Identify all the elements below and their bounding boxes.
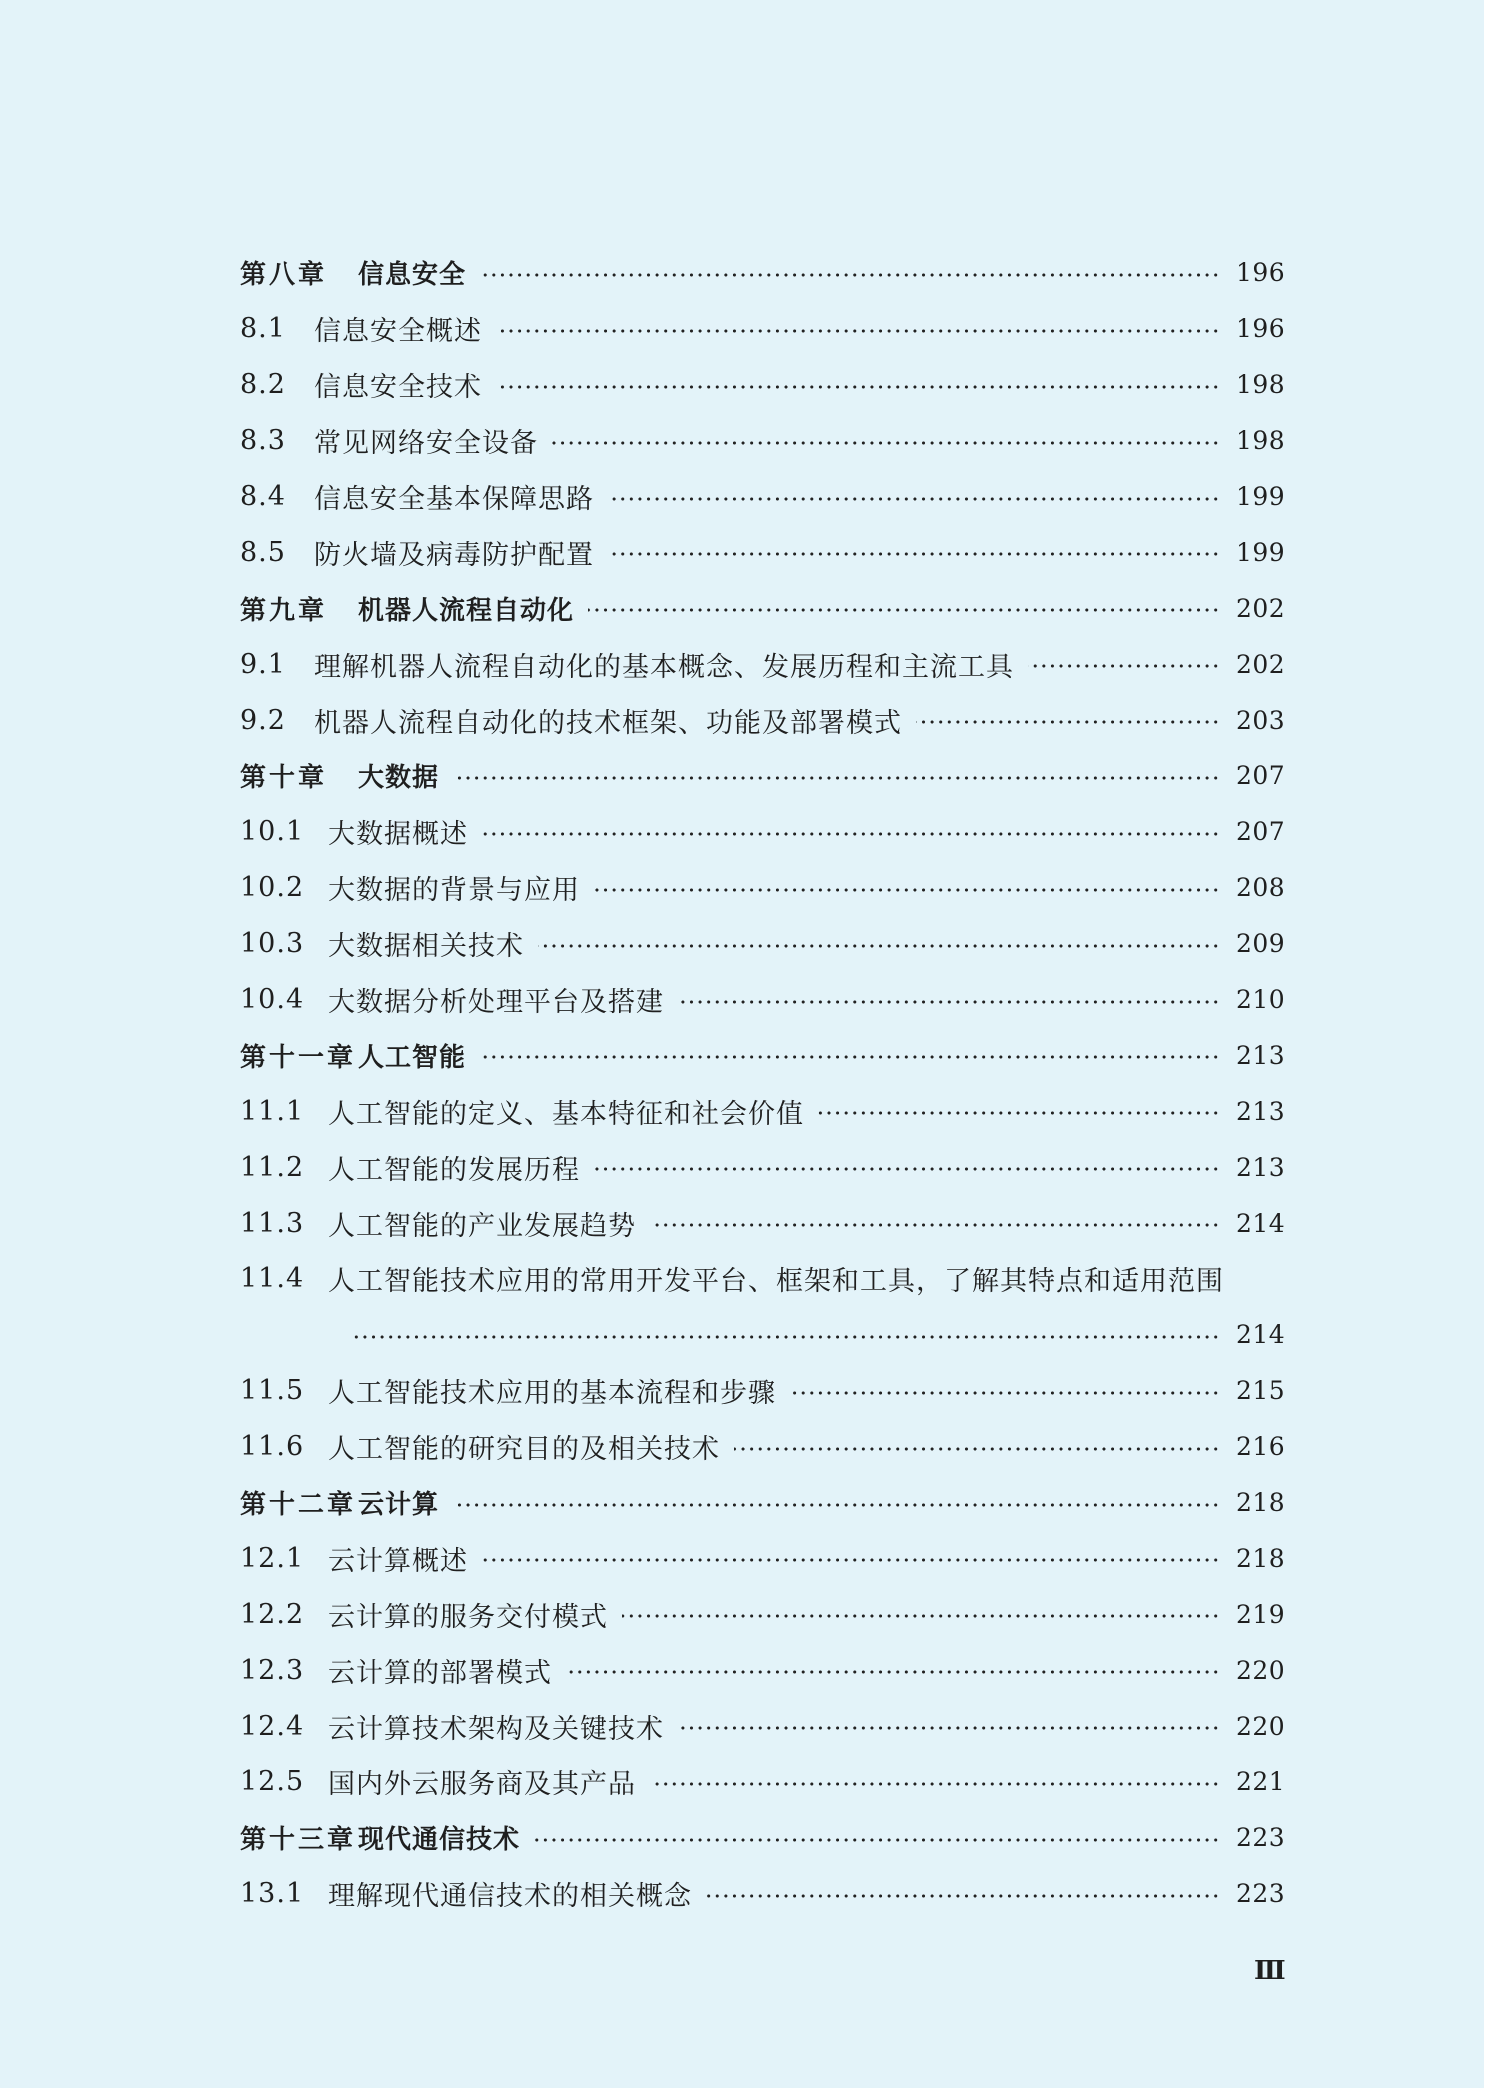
page-ref: 209 bbox=[1236, 929, 1286, 959]
section-title: 信息安全基本保障思路 bbox=[314, 484, 594, 515]
section-title: 信息安全技术 bbox=[314, 372, 482, 404]
chapter-title: 信息安全 bbox=[358, 260, 467, 291]
page-ref: 196 bbox=[1236, 258, 1286, 288]
toc-chapter-10 bbox=[240, 748, 1286, 804]
page-ref: 214 bbox=[1236, 1208, 1286, 1238]
toc-section-10-2 bbox=[240, 860, 1286, 916]
section-title: 云计算的服务交付模式 bbox=[328, 1601, 608, 1633]
dot-leader bbox=[678, 1726, 1220, 1730]
dot-leader bbox=[916, 720, 1220, 724]
dot-leader bbox=[588, 608, 1220, 612]
dot-leader bbox=[650, 1223, 1220, 1227]
section-title: 人工智能的发展历程 bbox=[328, 1154, 580, 1186]
section-title: 理解机器人流程自动化的基本概念、发展历程和主流工具 bbox=[314, 651, 1014, 683]
toc-section-11-4 bbox=[240, 1251, 1282, 1307]
section-title: 大数据相关技术 bbox=[328, 931, 524, 963]
dot-leader bbox=[566, 1670, 1220, 1674]
dot-leader bbox=[552, 441, 1220, 445]
section-number: 11.2 bbox=[240, 1151, 305, 1183]
section-number: 10.1 bbox=[240, 816, 305, 848]
dot-leader bbox=[622, 1614, 1220, 1618]
chapter-number: 第十二章 bbox=[240, 1490, 357, 1521]
section-number: 11.1 bbox=[240, 1095, 305, 1127]
section-number: 10.4 bbox=[240, 984, 305, 1016]
toc-section-8-1 bbox=[240, 301, 1286, 357]
chapter-title: 大数据 bbox=[358, 763, 440, 794]
page-ref: 199 bbox=[1236, 482, 1286, 511]
section-number: 8.5 bbox=[240, 536, 286, 568]
toc-section-12-4 bbox=[240, 1698, 1286, 1754]
page-ref: 198 bbox=[1236, 426, 1286, 456]
page-ref: 202 bbox=[1236, 649, 1286, 679]
page-ref: 196 bbox=[1236, 314, 1286, 344]
page-ref: 223 bbox=[1236, 1823, 1286, 1853]
dot-leader bbox=[608, 497, 1220, 501]
dot-leader bbox=[352, 1335, 1220, 1339]
toc-section-12-2 bbox=[240, 1586, 1286, 1642]
section-number: 11.6 bbox=[240, 1431, 305, 1463]
section-number: 9.2 bbox=[240, 704, 286, 736]
section-title: 人工智能的研究目的及相关技术 bbox=[328, 1434, 720, 1466]
page-ref: 203 bbox=[1236, 705, 1286, 735]
toc-chapter-8 bbox=[240, 245, 1286, 301]
section-title: 防火墙及病毒防护配置 bbox=[314, 539, 594, 571]
section-number: 8.1 bbox=[240, 313, 286, 345]
chapter-number: 第八章 bbox=[240, 260, 328, 291]
toc-section-10-4 bbox=[240, 972, 1286, 1028]
table-of-contents bbox=[240, 245, 1286, 1922]
page-ref: 220 bbox=[1236, 1655, 1286, 1685]
chapter-number: 第十一章 bbox=[240, 1042, 357, 1073]
page-ref: 213 bbox=[1236, 1096, 1286, 1126]
toc-section-10-1 bbox=[240, 804, 1286, 860]
page-ref: 219 bbox=[1236, 1599, 1286, 1629]
section-title: 人工智能技术应用的基本流程和步骤 bbox=[328, 1378, 776, 1410]
dot-leader bbox=[818, 1111, 1220, 1115]
section-title: 大数据概述 bbox=[328, 819, 468, 851]
section-number: 11.4 bbox=[240, 1263, 305, 1295]
page-ref: 207 bbox=[1236, 817, 1286, 847]
page-ref: 202 bbox=[1236, 593, 1286, 623]
page-ref: 220 bbox=[1236, 1711, 1286, 1741]
section-number: 10.3 bbox=[240, 928, 305, 960]
page-ref: 218 bbox=[1236, 1488, 1286, 1518]
page-ref: 218 bbox=[1236, 1543, 1286, 1573]
section-title: 理解现代通信技术的相关概念 bbox=[328, 1881, 692, 1913]
section-number: 13.1 bbox=[240, 1878, 305, 1910]
section-number: 9.1 bbox=[240, 648, 286, 680]
section-number: 12.5 bbox=[240, 1766, 305, 1798]
section-number: 8.4 bbox=[240, 481, 286, 512]
page-ref: 210 bbox=[1236, 985, 1286, 1015]
page-ref: 214 bbox=[1236, 1320, 1286, 1350]
dot-leader bbox=[496, 329, 1220, 333]
section-title: 云计算概述 bbox=[328, 1545, 468, 1577]
dot-leader bbox=[480, 1055, 1220, 1059]
section-title: 国内外云服务商及其产品 bbox=[328, 1769, 636, 1801]
page-ref: 208 bbox=[1236, 873, 1286, 903]
toc-section-11-6 bbox=[240, 1419, 1286, 1475]
section-title: 人工智能的定义、基本特征和社会价值 bbox=[328, 1098, 804, 1130]
section-number: 12.1 bbox=[240, 1542, 305, 1574]
toc-section-9-1 bbox=[240, 636, 1286, 692]
dot-leader bbox=[480, 273, 1220, 277]
dot-leader bbox=[1028, 664, 1220, 668]
chapter-title: 机器人流程自动化 bbox=[358, 595, 575, 626]
section-title: 人工智能的产业发展趋势 bbox=[328, 1210, 636, 1242]
page-ref: 213 bbox=[1236, 1040, 1286, 1070]
dot-leader bbox=[453, 1503, 1220, 1507]
chapter-number: 第十章 bbox=[240, 763, 328, 794]
page-ref: 215 bbox=[1236, 1376, 1286, 1406]
toc-section-10-3 bbox=[240, 916, 1286, 972]
dot-leader bbox=[482, 832, 1220, 836]
dot-leader bbox=[496, 385, 1220, 389]
section-title: 大数据的背景与应用 bbox=[328, 875, 580, 907]
toc-section-8-4 bbox=[240, 469, 1286, 525]
chapter-number: 第九章 bbox=[240, 595, 328, 626]
toc-section-8-3 bbox=[240, 413, 1286, 469]
dot-leader bbox=[453, 776, 1220, 780]
chapter-number: 第十三章 bbox=[240, 1825, 357, 1856]
dot-leader bbox=[482, 1558, 1220, 1562]
toc-section-9-2 bbox=[240, 692, 1286, 748]
chapter-title: 云计算 bbox=[358, 1490, 440, 1521]
page-ref: 207 bbox=[1236, 761, 1286, 791]
dot-leader bbox=[650, 1782, 1220, 1786]
section-title: 大数据分析处理平台及搭建 bbox=[328, 987, 664, 1019]
page-ref: 221 bbox=[1236, 1767, 1286, 1797]
section-number: 11.3 bbox=[240, 1207, 305, 1239]
toc-section-12-1 bbox=[240, 1530, 1286, 1586]
dot-leader bbox=[608, 552, 1220, 556]
section-title: 云计算的部署模式 bbox=[328, 1657, 552, 1689]
dot-leader bbox=[538, 944, 1220, 948]
dot-leader bbox=[706, 1894, 1220, 1898]
chapter-title: 人工智能 bbox=[358, 1042, 467, 1073]
section-number: 11.5 bbox=[240, 1375, 305, 1407]
section-title: 云计算技术架构及关键技术 bbox=[328, 1713, 664, 1745]
dot-leader bbox=[594, 888, 1220, 892]
section-title: 信息安全概述 bbox=[314, 316, 482, 348]
toc-section-11-4-continuation bbox=[240, 1307, 1286, 1363]
page-ref: 199 bbox=[1236, 537, 1286, 567]
dot-leader bbox=[790, 1391, 1220, 1395]
dot-leader bbox=[534, 1838, 1220, 1842]
toc-section-11-2 bbox=[240, 1139, 1286, 1195]
dot-leader bbox=[734, 1447, 1220, 1451]
page-ref: 223 bbox=[1236, 1879, 1286, 1909]
dot-leader bbox=[678, 1000, 1220, 1004]
page-ref: 216 bbox=[1236, 1432, 1286, 1462]
toc-section-11-1 bbox=[240, 1083, 1286, 1139]
dot-leader bbox=[594, 1167, 1220, 1171]
toc-section-13-1 bbox=[240, 1866, 1286, 1922]
toc-section-8-5 bbox=[240, 524, 1286, 580]
page-ref: 198 bbox=[1236, 370, 1286, 400]
toc-section-11-3 bbox=[240, 1195, 1286, 1251]
toc-chapter-12 bbox=[240, 1475, 1286, 1531]
section-number: 12.2 bbox=[240, 1598, 305, 1630]
toc-section-12-5 bbox=[240, 1754, 1286, 1810]
section-number: 8.3 bbox=[240, 425, 286, 457]
toc-chapter-9 bbox=[240, 580, 1286, 636]
folio-page-number: Ⅲ bbox=[1254, 1956, 1285, 1986]
toc-chapter-13 bbox=[240, 1810, 1286, 1866]
section-number: 12.4 bbox=[240, 1710, 305, 1742]
section-number: 8.2 bbox=[240, 369, 286, 401]
section-number: 10.2 bbox=[240, 872, 305, 904]
toc-section-12-3 bbox=[240, 1642, 1286, 1698]
section-title: 机器人流程自动化的技术框架、功能及部署模式 bbox=[314, 707, 902, 739]
section-title: 常见网络安全设备 bbox=[314, 428, 538, 460]
toc-section-8-2 bbox=[240, 357, 1286, 413]
toc-chapter-11 bbox=[240, 1027, 1286, 1083]
section-number: 12.3 bbox=[240, 1654, 305, 1686]
toc-section-11-5 bbox=[240, 1363, 1286, 1419]
chapter-title: 现代通信技术 bbox=[358, 1825, 521, 1856]
page-ref: 213 bbox=[1236, 1152, 1286, 1182]
section-title: 人工智能技术应用的常用开发平台、框架和工具，了解其特点和适用范围 bbox=[328, 1266, 1224, 1298]
